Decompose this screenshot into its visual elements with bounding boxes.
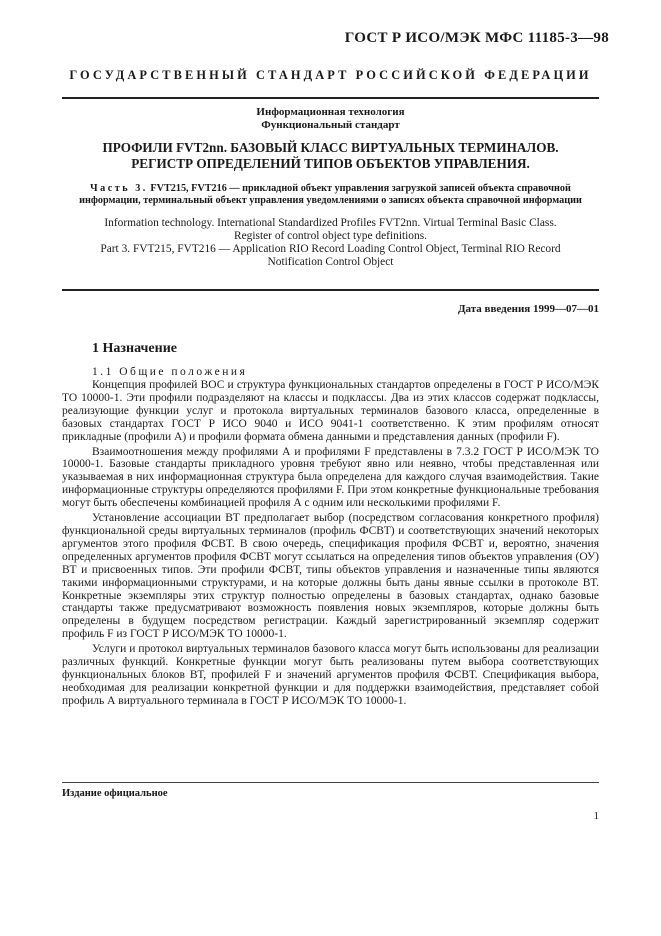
series-line-1: Информационная технология xyxy=(256,106,405,118)
paragraph: Концепция профилей ВОС и структура функциональных стандартов определены в ГОСТ Р ИСО/МЭК ТО 10000-1. Эти профили подразделяют на классы и подклассы. Два из этих классов содержат подклассы, реализующие функции услуг и протокола виртуальных терминалов базового класса, определенные в базовых стандартах ГОСТ Р ИСО 9040 и ИСО 9041-1 соответственно. К этим профилям относят прикладные (профили А) и профили формата обмена данными и представления данных (профили F). xyxy=(62,379,599,443)
english-title-line-4: Notification Control Object xyxy=(267,256,394,268)
english-title-line-3: Part 3. FVT215, FVT216 — Application RIO Record Loading Control Object, Terminal RIO Record xyxy=(100,243,561,255)
introduction-date: Дата введения 1999—07—01 xyxy=(457,303,599,315)
paragraph: Взаимоотношения между профилями А и профилями F представлены в 7.3.2 ГОСТ Р ИСО/МЭК ТО 10000-1. Базовые стандарты прикладного уровня требуют явно или неявно, чтобы представленная или указываемая в них информационная структура была определена для каждого случая взаимодействия. Такие информационные структуры определяются профилями F. При этом конкретные функциональные требования могут быть обеспечены комбинацией профиля А с одним или несколькими профилями F. xyxy=(62,445,599,510)
footer-divider xyxy=(62,782,599,783)
section-heading: 1 Назначение xyxy=(92,341,177,356)
document-code: ГОСТ Р ИСО/МЭК МФС 11185-3—98 xyxy=(344,30,609,46)
english-title-line-1: Information technology. International Standardized Profiles FVT2nn. Virtual Terminal Basic Class. xyxy=(104,217,557,229)
title-divider xyxy=(62,289,599,291)
series-line-2: Функциональный стандарт xyxy=(261,119,400,131)
paragraph: Установление ассоциации ВТ предполагает выбор (посредством согласования конкретного профиля) функциональной среды виртуальных терминалов (профиль ФСВТ) и соответствующих значений некоторых аргументов этого профиля ФСВТ. В свою очередь, спецификация профиля ФСВТ и, вероятно, значения определенных аргументов профиля ФСВТ могут ссылаться на определения типов объектов управления (ОУ) ВТ и присвоенных типов. Эти профили ФСВТ, типы объектов управления и назначенные типы являются такими информационными структурами, и на которые должны быть даны явные ссылки в протоколе ВТ. Конкретные экземпляры этих структур полностью определены в базовых стандартах, однако базовые стандарты также предусматривают возможность появления новых экземпляров, которые должны быть определены в будущем посредством регистрации. Каждый зарегистрированный экземпляр содержит профиль F из ГОСТ Р ИСО/МЭК ТО 10000-1. xyxy=(62,512,599,641)
page-number: 1 xyxy=(593,810,599,822)
subsection-heading: 1.1 Общие положения xyxy=(92,366,248,378)
part-description: FVT215, FVT216 — прикладной объект управления загрузкой записей объекта справочной информации, терминальный объект управления уведомлениями о записях объекта справочной информации xyxy=(79,183,582,206)
body-text xyxy=(62,379,599,710)
english-title xyxy=(62,217,599,269)
series-heading xyxy=(62,106,599,132)
part-title-russian xyxy=(62,183,599,207)
paragraph: Услуги и протокол виртуальных терминалов базового класса могут быть использованы для реализации различных функций. Конкретные функции могут быть реализованы путем выбора соответствующих функциональных блоков ВТ, профилей F и значений аргументов профиля ФСВТ. Спецификация выбора, необходимая для реализации конкретной функции и для поддержки взаимодействия, представляет собой профиль А виртуального терминала в ГОСТ Р ИСО/МЭК ТО 10000-1. xyxy=(62,643,599,707)
official-edition-label: Издание официальное xyxy=(62,788,168,799)
part-label: Часть 3. xyxy=(90,183,148,194)
main-title-line-1: ПРОФИЛИ FVT2nn. БАЗОВЫЙ КЛАСС ВИРТУАЛЬНЫХ ТЕРМИНАЛОВ. xyxy=(102,140,559,155)
main-title xyxy=(62,140,599,172)
top-divider xyxy=(62,97,599,99)
state-standard-banner: ГОСУДАРСТВЕННЫЙ СТАНДАРТ РОССИЙСКОЙ ФЕДЕРАЦИИ xyxy=(69,68,592,82)
english-title-line-2: Register of control object type definitions. xyxy=(234,230,427,242)
main-title-line-2: РЕГИСТР ОПРЕДЕЛЕНИЙ ТИПОВ ОБЪЕКТОВ УПРАВЛЕНИЯ. xyxy=(131,156,530,171)
